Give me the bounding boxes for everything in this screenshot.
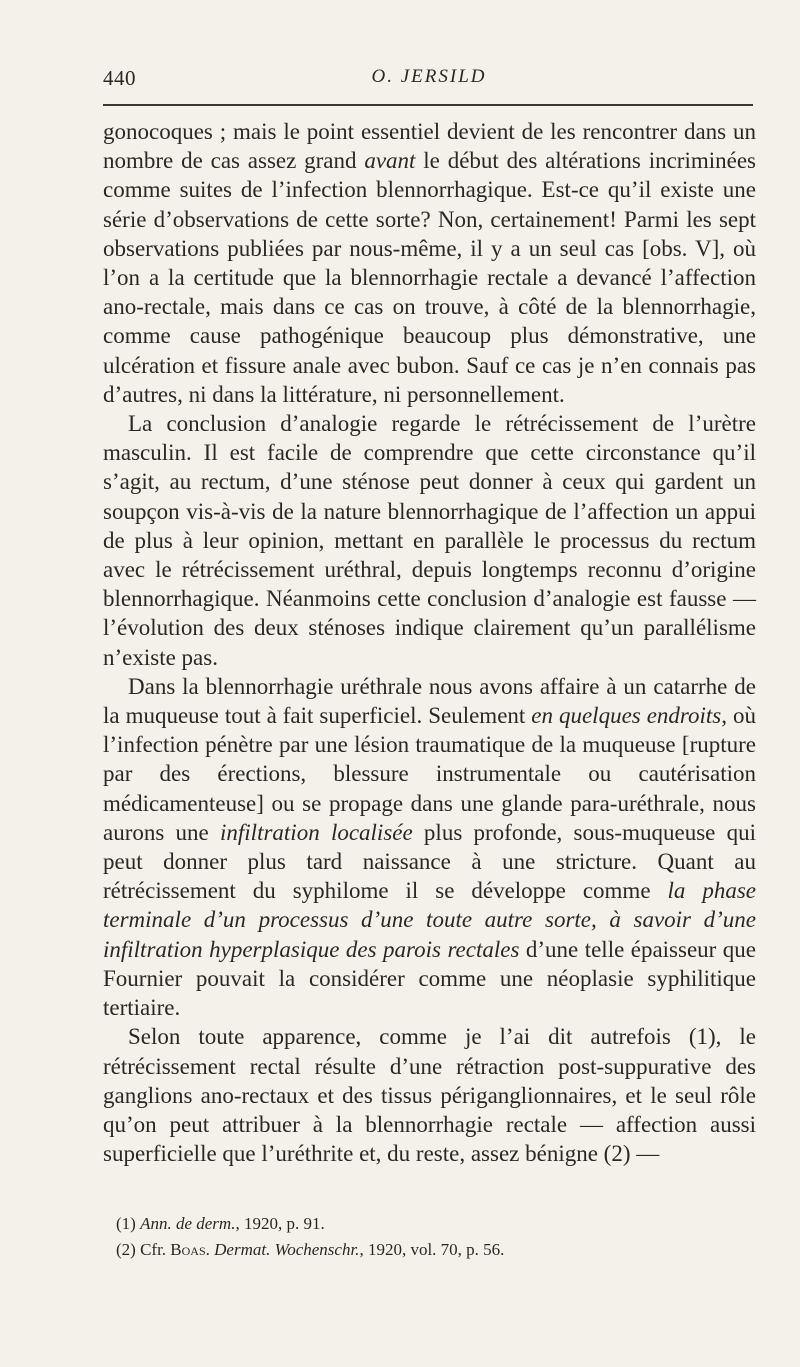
header-rule — [103, 104, 753, 106]
text-run: plus profonde, sous-muqueuse qui peut donner plus tard naissance à une stricture. Quant au rétrécissement du syphilome il se développe comme — [103, 819, 756, 904]
author-name: Boas — [170, 1240, 206, 1259]
text-run: , 1920, p. 91. — [235, 1214, 325, 1233]
text-run: (2) Cfr. — [116, 1240, 171, 1259]
italic-text: en quelques endroits — [531, 703, 722, 729]
paragraph — [103, 1022, 756, 1168]
italic-text: avant — [364, 148, 416, 174]
text-run: . — [205, 1240, 215, 1259]
footnotes — [116, 1211, 756, 1263]
text-run: (1) — [116, 1214, 141, 1233]
text-run: le début des altérations incriminées comme suites de l’infection blennorrhagique. Est-ce qu’il existe une série d’observations de cette sorte? Non, certainement! Parmi les sept observations publiées par nous-même, il y a un seul cas [obs. V], où l’on a la certitude que la blennorrhagie rectale a devancé l’affection ano-rectale, mais dans ce cas on trouve, à côté de la blennorrhagie, comme cause pathogénique beaucoup plus démonstrative, une ulcération et fissure anale avec bubon. Sauf ce cas je n’en connais pas d’autres, ni dans la littérature, ni personnellement. — [103, 148, 757, 407]
running-head — [103, 66, 755, 96]
paragraph — [103, 117, 756, 409]
text-run: gonocoques ; mais le point essentiel devient de les rencontrer dans un nombre de cas assez grand — [103, 119, 756, 174]
page-number: 440 — [103, 66, 136, 90]
text-run: Selon toute apparence, comme je l’ai dit autrefois (1), le rétrécissement rectal résulte d’une rétraction post-suppurative des ganglions ano-rectaux et des tissus périganglionnaires, et le seul rôle qu’on peut attribuer à la blennorrhagie rectale — affection aussi superficielle que l’uréthrite et, du reste, assez bénigne (2) — — [103, 1024, 756, 1167]
italic-text: la phase terminale d’un processus d’une toute autre sorte, à savoir d’une infiltration hyperplasique des parois rectales — [103, 878, 756, 962]
running-head-author: O. JERSILD — [371, 66, 487, 87]
text-run: Dans la blennorrhagie uréthrale nous avons affaire à un catarrhe de la muqueuse tout à fait superficiel. Seulement — [103, 673, 756, 729]
paragraph — [103, 672, 756, 1022]
text-run: , 1920, vol. 70, p. 56. — [359, 1240, 505, 1259]
body-text — [103, 117, 756, 1168]
text-run: , où l’infection pénètre par une lésion traumatique de la muqueuse [rupture par des érections, blessure instrumentale ou cautérisation médicamenteuse] ou se propage dans une glande para-uréthrale, nous aurons une — [103, 703, 756, 845]
italic-text: Dermat. Wochenschr. — [214, 1240, 360, 1259]
text-run: d’une telle épaisseur que Fournier pouvait la considérer comme une néoplasie syphilitique tertiaire. — [103, 936, 756, 1021]
footnote — [116, 1211, 756, 1237]
paragraph — [103, 409, 756, 672]
italic-text: Ann. de derm. — [140, 1214, 236, 1233]
footnote — [116, 1237, 756, 1263]
text-run: La conclusion d’analogie regarde le rétrécissement de l’urètre masculin. Il est facile de comprendre que cette circonstance qu’il s’agit, au rectum, d’une sténose peut donner à ceux qui gardent un soupçon vis-à-vis de la nature blennorrhagique de l’affection un appui de plus à leur opinion, mettant en parallèle le processus du rectum avec le rétrécissement uréthral, depuis longtemps reconnu d’origine blennorrhagique. Néanmoins cette conclusion d’analogie est fausse — l’évolution des deux sténoses indique clairement qu’un parallélisme n’existe pas. — [103, 411, 756, 670]
italic-text: infiltration localisée — [220, 819, 413, 845]
